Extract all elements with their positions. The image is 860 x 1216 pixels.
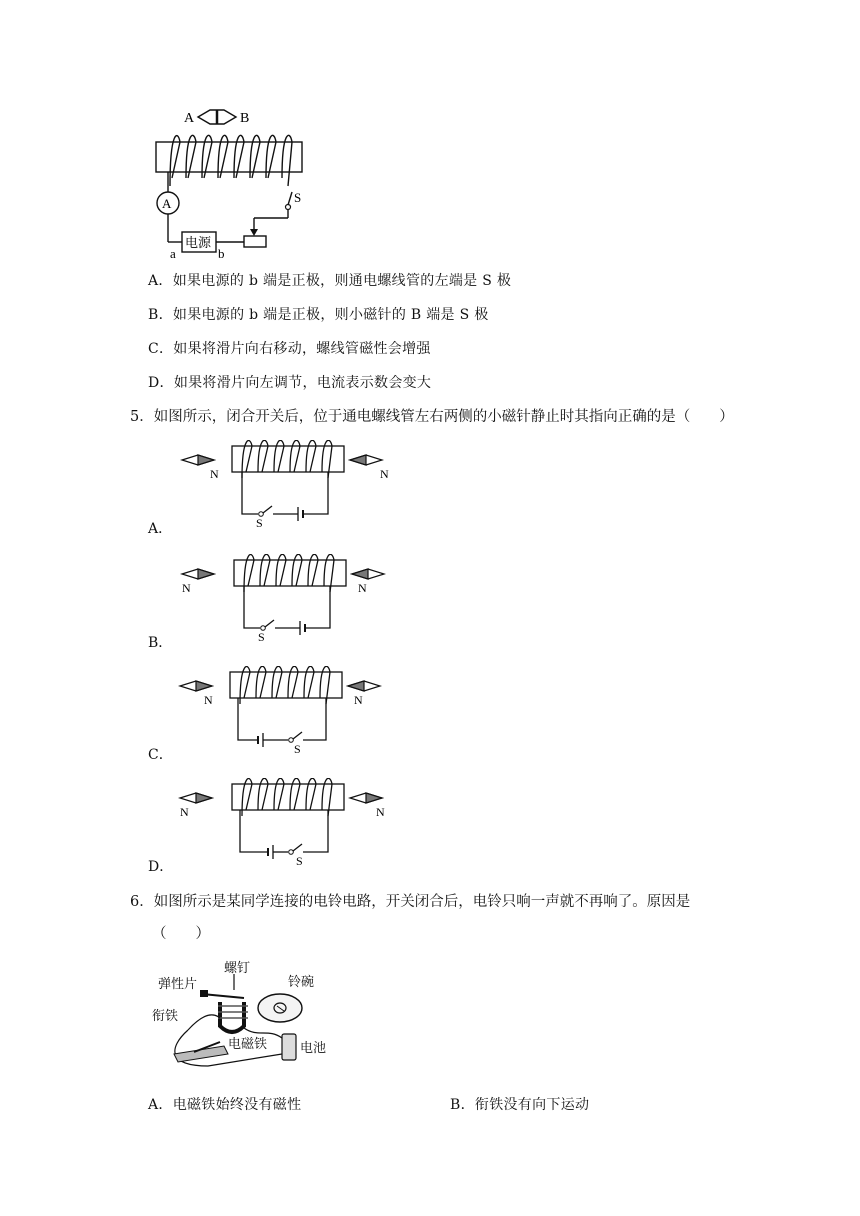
needle-label-a: A [184,111,195,126]
pole-label-right: N [354,693,363,707]
label-electromagnet: 电磁铁 [228,1036,268,1051]
q5-stem: 5．如图所示，闭合开关后，位于通电螺线管左右两侧的小磁针静止时其指向正确的是（ ） [130,409,734,425]
pole-label-right: N [376,805,385,819]
q6-paren: （ ） [152,926,210,942]
switch-label: S [294,742,301,754]
solenoid-core [156,142,302,172]
pole-label-left: N [210,467,219,481]
power-source-label: 电源 [185,235,212,250]
q4-option-c: C．如果将滑片向右移动，螺线管磁性会增强 [148,341,431,357]
switch-label: S [258,630,265,642]
label-spring: 弹性片 [158,976,198,991]
q5-choice-d-label: D． [148,859,174,875]
q6-option-b: B．衔铁没有向下运动 [450,1097,590,1113]
q6-stem: 6．如图所示是某同学连接的电铃电路，开关闭合后，电铃只响一声就不再响了。原因是 [130,894,691,910]
pole-label-left: N [180,805,189,819]
switch-blade [288,192,292,205]
switch-label: S [294,190,302,205]
q5-choice-b-label: B． [148,635,173,651]
q5-figure-b [176,554,406,642]
ammeter-label: A [162,196,172,211]
pole-label-right: N [358,581,367,595]
label-armature: 衔铁 [152,1008,179,1023]
q4-option-a: A．如果电源的 b 端是正极，则通电螺线管的左端是 S 极 [148,273,512,289]
label-screw: 螺钉 [224,960,251,975]
q5-choice-c-label: C． [148,747,173,763]
q4-solenoid-circuit-figure [148,100,318,262]
rheostat [244,236,266,247]
pole-label-left: N [182,581,191,595]
q5-figure-a [176,440,406,528]
label-battery: 电池 [300,1040,327,1055]
q6-option-a: A．电磁铁始终没有磁性 [148,1097,302,1113]
pole-label-right: N [380,467,389,481]
q6-electric-bell-figure [148,958,344,1074]
q4-option-b: B．如果电源的 b 端是正极，则小磁针的 B 端是 S 极 [148,307,489,323]
switch-label: S [296,854,303,866]
q5-figure-c [174,666,404,754]
q5-figure-d [174,778,404,866]
label-bell: 铃碗 [288,974,315,989]
needle-label-b: B [240,111,250,126]
end-b-label: b [218,246,225,261]
end-a-label: a [170,246,176,261]
battery [282,1034,296,1060]
switch-label: S [256,516,263,528]
pole-label-left: N [204,693,213,707]
solenoid-coil [170,135,292,186]
q5-choice-a-label: A． [148,521,173,537]
q4-option-d: D．如果将滑片向左调节，电流表示数会变大 [148,375,432,391]
